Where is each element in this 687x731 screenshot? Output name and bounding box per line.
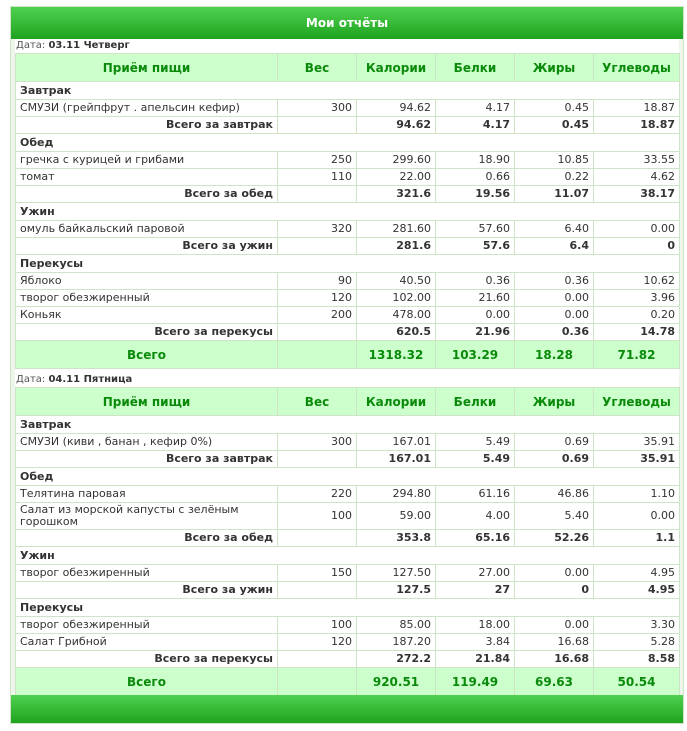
day-table [15, 387, 680, 696]
calories-cell: 321.6 [357, 186, 436, 203]
fat-cell: 6.4 [515, 238, 594, 255]
protein-cell: 0.00 [436, 307, 515, 324]
carbs-cell: 4.95 [594, 582, 680, 599]
subtotal-row [16, 186, 680, 203]
column-header: Приём пищи [16, 54, 278, 82]
fat-cell: 0.00 [515, 290, 594, 307]
protein-cell: 27 [436, 582, 515, 599]
protein-cell: 21.96 [436, 324, 515, 341]
fat-cell: 52.26 [515, 530, 594, 547]
calories-cell: 478.00 [357, 307, 436, 324]
carbs-cell: 3.30 [594, 617, 680, 634]
protein-cell: 57.60 [436, 221, 515, 238]
fat-cell: 16.68 [515, 651, 594, 668]
column-header: Жиры [515, 388, 594, 416]
table-row [16, 152, 680, 169]
calories-cell: 85.00 [357, 617, 436, 634]
calories-cell: 102.00 [357, 290, 436, 307]
weight-cell: 300 [278, 434, 357, 451]
table-row [16, 290, 680, 307]
protein-cell: 4.17 [436, 117, 515, 134]
food-name: Телятина паровая [16, 486, 278, 503]
total-label: Всего [16, 668, 278, 696]
subtotal-row [16, 530, 680, 547]
calories-cell: 281.60 [357, 221, 436, 238]
table-row [16, 503, 680, 530]
carbs-cell: 0.00 [594, 221, 680, 238]
carbs-cell: 3.96 [594, 290, 680, 307]
meal-section-row [16, 134, 680, 152]
total-carbs: 71.82 [594, 341, 680, 369]
fat-cell: 6.40 [515, 221, 594, 238]
fat-cell: 5.40 [515, 503, 594, 530]
subtotal-label: Всего за ужин [16, 238, 278, 255]
day-label [15, 39, 679, 53]
fat-cell: 0.45 [515, 100, 594, 117]
fat-cell: 11.07 [515, 186, 594, 203]
fat-cell: 0 [515, 582, 594, 599]
protein-cell: 5.49 [436, 434, 515, 451]
table-row [16, 169, 680, 186]
column-header: Жиры [515, 54, 594, 82]
date-prefix: Дата: [16, 40, 46, 51]
food-name: СМУЗИ (киви , банан , кефир 0%) [16, 434, 278, 451]
page-footer [11, 695, 683, 723]
table-row [16, 617, 680, 634]
day-label [15, 373, 679, 387]
carbs-cell: 1.10 [594, 486, 680, 503]
subtotal-row [16, 451, 680, 468]
empty-cell [278, 651, 357, 668]
meal-section-row [16, 255, 680, 273]
protein-cell: 0.36 [436, 273, 515, 290]
subtotal-label: Всего за завтрак [16, 117, 278, 134]
meal-section-title: Обед [16, 134, 680, 152]
calories-cell: 40.50 [357, 273, 436, 290]
empty-cell [278, 117, 357, 134]
carbs-cell: 0.00 [594, 503, 680, 530]
food-name: гречка с курицей и грибами [16, 152, 278, 169]
weight-cell: 320 [278, 221, 357, 238]
weight-cell: 120 [278, 634, 357, 651]
empty-cell [278, 530, 357, 547]
calories-cell: 272.2 [357, 651, 436, 668]
meal-section-title: Обед [16, 468, 680, 486]
weight-cell: 90 [278, 273, 357, 290]
fat-cell: 0.00 [515, 307, 594, 324]
page-title: Мои отчёты [11, 7, 683, 39]
total-calories: 920.51 [357, 668, 436, 696]
meal-section-title: Перекусы [16, 255, 680, 273]
protein-cell: 3.84 [436, 634, 515, 651]
food-name: томат [16, 169, 278, 186]
protein-cell: 21.60 [436, 290, 515, 307]
protein-cell: 18.00 [436, 617, 515, 634]
total-protein: 119.49 [436, 668, 515, 696]
protein-cell: 27.00 [436, 565, 515, 582]
total-calories: 1318.32 [357, 341, 436, 369]
protein-cell: 4.17 [436, 100, 515, 117]
total-label: Всего [16, 341, 278, 369]
date-value: 04.11 Пятница [48, 374, 133, 385]
calories-cell: 299.60 [357, 152, 436, 169]
carbs-cell: 38.17 [594, 186, 680, 203]
meal-section-row [16, 599, 680, 617]
meal-section-row [16, 416, 680, 434]
carbs-cell: 5.28 [594, 634, 680, 651]
meal-section-row [16, 547, 680, 565]
subtotal-row [16, 651, 680, 668]
calories-cell: 59.00 [357, 503, 436, 530]
weight-cell: 100 [278, 617, 357, 634]
protein-cell: 5.49 [436, 451, 515, 468]
calories-cell: 94.62 [357, 117, 436, 134]
carbs-cell: 33.55 [594, 152, 680, 169]
food-name: творог обезжиренный [16, 565, 278, 582]
calories-cell: 294.80 [357, 486, 436, 503]
subtotal-row [16, 117, 680, 134]
protein-cell: 0.66 [436, 169, 515, 186]
calories-cell: 94.62 [357, 100, 436, 117]
protein-cell: 18.90 [436, 152, 515, 169]
food-name: СМУЗИ (грейпфрут . апельсин кефир) [16, 100, 278, 117]
fat-cell: 0.36 [515, 273, 594, 290]
date-prefix: Дата: [16, 374, 46, 385]
fat-cell: 0.22 [515, 169, 594, 186]
calories-cell: 187.20 [357, 634, 436, 651]
subtotal-label: Всего за ужин [16, 582, 278, 599]
table-row [16, 634, 680, 651]
fat-cell: 0.45 [515, 117, 594, 134]
subtotal-label: Всего за перекусы [16, 651, 278, 668]
carbs-cell: 35.91 [594, 434, 680, 451]
table-row [16, 565, 680, 582]
table-row [16, 100, 680, 117]
weight-cell: 250 [278, 152, 357, 169]
empty-cell [278, 668, 357, 696]
meal-section-title: Ужин [16, 203, 680, 221]
calories-cell: 127.5 [357, 582, 436, 599]
total-fat: 69.63 [515, 668, 594, 696]
protein-cell: 61.16 [436, 486, 515, 503]
subtotal-row [16, 324, 680, 341]
fat-cell: 0.69 [515, 451, 594, 468]
subtotal-label: Всего за перекусы [16, 324, 278, 341]
calories-cell: 281.6 [357, 238, 436, 255]
carbs-cell: 4.62 [594, 169, 680, 186]
table-header-row [16, 388, 680, 416]
calories-cell: 22.00 [357, 169, 436, 186]
carbs-cell: 8.58 [594, 651, 680, 668]
column-header: Вес [278, 388, 357, 416]
fat-cell: 0.00 [515, 565, 594, 582]
food-name: омуль байкальский паровой [16, 221, 278, 238]
table-row [16, 434, 680, 451]
calories-cell: 167.01 [357, 434, 436, 451]
protein-cell: 4.00 [436, 503, 515, 530]
total-fat: 18.28 [515, 341, 594, 369]
empty-cell [278, 324, 357, 341]
meal-section-row [16, 82, 680, 100]
table-row [16, 307, 680, 324]
calories-cell: 353.8 [357, 530, 436, 547]
table-row [16, 273, 680, 290]
date-value: 03.11 Четверг [48, 40, 130, 51]
day-total-row [16, 668, 680, 696]
meal-section-title: Ужин [16, 547, 680, 565]
carbs-cell: 0 [594, 238, 680, 255]
weight-cell: 220 [278, 486, 357, 503]
carbs-cell: 18.87 [594, 100, 680, 117]
carbs-cell: 0.20 [594, 307, 680, 324]
total-carbs: 50.54 [594, 668, 680, 696]
carbs-cell: 14.78 [594, 324, 680, 341]
food-name: Салат из морской капусты с зелёным горошком [16, 503, 278, 530]
empty-cell [278, 582, 357, 599]
column-header: Белки [436, 54, 515, 82]
weight-cell: 110 [278, 169, 357, 186]
column-header: Вес [278, 54, 357, 82]
fat-cell: 0.00 [515, 617, 594, 634]
food-name: Яблоко [16, 273, 278, 290]
carbs-cell: 10.62 [594, 273, 680, 290]
fat-cell: 46.86 [515, 486, 594, 503]
meal-section-title: Завтрак [16, 82, 680, 100]
meal-section-row [16, 468, 680, 486]
food-name: творог обезжиренный [16, 290, 278, 307]
carbs-cell: 4.95 [594, 565, 680, 582]
subtotal-label: Всего за обед [16, 186, 278, 203]
fat-cell: 0.36 [515, 324, 594, 341]
calories-cell: 127.50 [357, 565, 436, 582]
calories-cell: 167.01 [357, 451, 436, 468]
day-total-row [16, 341, 680, 369]
protein-cell: 65.16 [436, 530, 515, 547]
empty-cell [278, 238, 357, 255]
food-name: Салат Грибной [16, 634, 278, 651]
weight-cell: 200 [278, 307, 357, 324]
carbs-cell: 18.87 [594, 117, 680, 134]
fat-cell: 10.85 [515, 152, 594, 169]
meal-section-title: Завтрак [16, 416, 680, 434]
weight-cell: 120 [278, 290, 357, 307]
reports-frame [10, 6, 684, 724]
table-row [16, 221, 680, 238]
calories-cell: 620.5 [357, 324, 436, 341]
table-header-row [16, 54, 680, 82]
column-header: Калории [357, 54, 436, 82]
column-header: Калории [357, 388, 436, 416]
fat-cell: 16.68 [515, 634, 594, 651]
carbs-cell: 35.91 [594, 451, 680, 468]
table-row [16, 486, 680, 503]
protein-cell: 19.56 [436, 186, 515, 203]
empty-cell [278, 186, 357, 203]
column-header: Углеводы [594, 388, 680, 416]
subtotal-row [16, 238, 680, 255]
food-name: Коньяк [16, 307, 278, 324]
column-header: Приём пищи [16, 388, 278, 416]
subtotal-label: Всего за обед [16, 530, 278, 547]
total-protein: 103.29 [436, 341, 515, 369]
empty-cell [278, 341, 357, 369]
empty-cell [278, 451, 357, 468]
weight-cell: 150 [278, 565, 357, 582]
protein-cell: 21.84 [436, 651, 515, 668]
day-table [15, 53, 680, 369]
column-header: Белки [436, 388, 515, 416]
protein-cell: 57.6 [436, 238, 515, 255]
weight-cell: 300 [278, 100, 357, 117]
weight-cell: 100 [278, 503, 357, 530]
meal-section-title: Перекусы [16, 599, 680, 617]
reports-content [15, 39, 679, 696]
carbs-cell: 1.1 [594, 530, 680, 547]
subtotal-row [16, 582, 680, 599]
column-header: Углеводы [594, 54, 680, 82]
meal-section-row [16, 203, 680, 221]
fat-cell: 0.69 [515, 434, 594, 451]
subtotal-label: Всего за завтрак [16, 451, 278, 468]
food-name: творог обезжиренный [16, 617, 278, 634]
